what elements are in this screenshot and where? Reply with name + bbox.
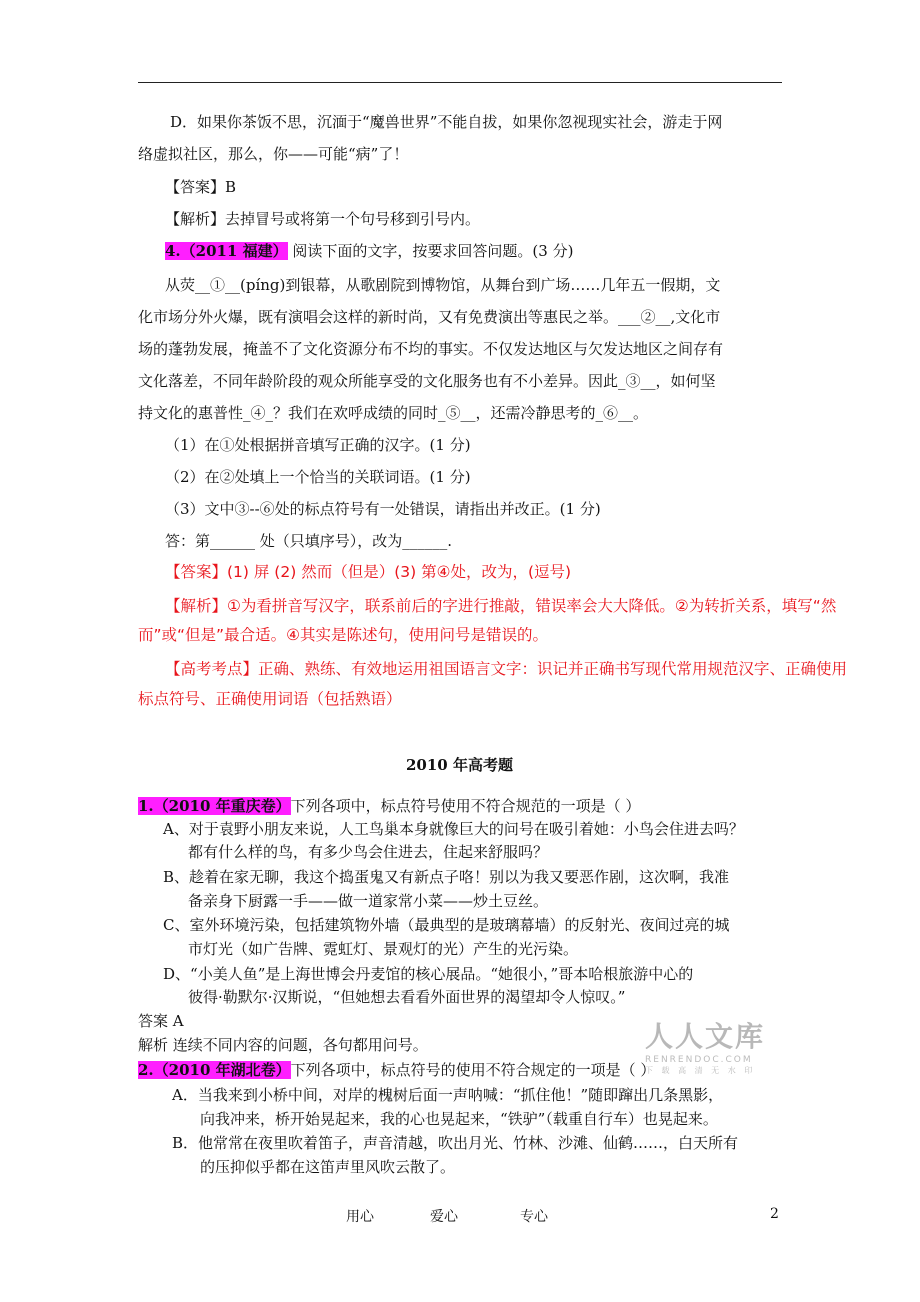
q1-option-line: 彼得·勒默尔·汉斯说，“但她想去看看外面世界的渴望却令人惊叹。” — [188, 988, 626, 1006]
q4-passage-line: 持文化的惠普性_④_？我们在欢呼成绩的同时_⑤__，还需冷静思考的_⑥__。 — [138, 404, 649, 422]
q1-analysis: 解析 连续不同内容的问题，各句都用问号。 — [138, 1036, 428, 1054]
background-watermark — [505, 498, 895, 772]
q4-passage-line: 从荧__①__(píng)到银幕，从歌剧院到博物馆，从舞台到广场……几年五一假期，文 — [165, 276, 721, 294]
q2-option-line: 的压抑似乎都在这笛声里风吹云散了。 — [200, 1158, 456, 1176]
footer-right: 专心 — [520, 1209, 548, 1225]
q2-option-line: B．他常常在夜里吹着笛子，声音清越，吹出月光、竹林、沙滩、仙鹤……，白天所有 — [172, 1134, 739, 1152]
footer-mid: 爱心 — [430, 1209, 458, 1225]
q1-tag: 1.（2010 年重庆卷） — [138, 797, 291, 815]
q2-header — [138, 1060, 655, 1080]
q4-exam-point-line1: 【高考考点】正确、熟练、有效地运用祖国语言文字：识记并正确书写现代常用规范汉字、正确使用 — [165, 660, 848, 678]
option-d-line2: 络虚拟社区，那么，你——可能“病”了！ — [138, 145, 409, 163]
q1-header — [138, 796, 640, 816]
q1-option-line: 备亲身下厨露一手——做一道家常小菜——炒土豆丝。 — [188, 892, 549, 910]
watermark-brand: 人人文库 — [645, 1020, 766, 1053]
q1-stem: 下列各项中，标点符号使用不符合规范的一项是（ ） — [290, 797, 641, 815]
q4-analysis-line2: 而”或“但是”最合适。④其实是陈述句，使用问号是错误的。 — [138, 626, 548, 644]
q1-option-line: C、室外环境污染，包括建筑物外墙（最典型的是玻璃幕墙）的反射光、夜间过亮的城 — [163, 916, 730, 934]
q1-option-line: 市灯光（如广告牌、霓虹灯、景观灯的光）产生的光污染。 — [188, 940, 579, 958]
analysis-line: 【解析】去掉冒号或将第一个句号移到引号内。 — [165, 210, 481, 228]
q4-stem: 阅读下面的文字，按要求回答问题。(3 分) — [292, 242, 574, 260]
renrendoc-watermark — [645, 1015, 775, 1076]
q4-analysis-line1: 【解析】①为看拼音写汉字，联系前后的字进行推敲，错误率会大大降低。②为转折关系，填写“然 — [165, 597, 837, 615]
q4-answer-blank: 答：第______ 处（只填序号），改为______. — [165, 532, 453, 550]
watermark-domain: RENRENDOC.COM — [645, 1055, 753, 1065]
q4-passage-line: 文化落差，不同年龄阶段的观众所能享受的文化服务也有不小差异。因此_③__，如何坚 — [138, 372, 716, 390]
q4-passage-line: 场的蓬勃发展，掩盖不了文化资源分布不均的事实。不仅发达地区与欠发达地区之间存有 — [138, 340, 724, 358]
q1-option-line: B、趁着在家无聊，我这个捣蛋鬼又有新点子咯！别以为我又要恶作剧，这次啊，我准 — [163, 868, 730, 886]
q4-exam-point-line2: 标点符号、正确使用词语（包括熟语） — [138, 690, 402, 708]
q2-stem: 下列各项中，标点符号的使用不符合规定的一项是（ ） — [290, 1061, 656, 1079]
section-title: 2010 年高考题 — [406, 756, 513, 774]
q1-option-line: D、“小美人鱼”是上海世博会丹麦馆的核心展品。“她很小，”哥本哈根旅游中心的 — [163, 965, 694, 983]
q1-option-line: A、对于袁野小朋友来说，人工鸟巢本身就像巨大的问号在吸引着她：小鸟会住进去吗？ — [163, 820, 744, 838]
q2-option-line: A．当我来到小桥中间，对岸的槐树后面一声呐喊：“抓住他！”随即蹿出几条黑影， — [172, 1086, 724, 1104]
q1-option-line: 都有什么样的鸟，有多少鸟会住进去，住起来舒服吗？ — [188, 843, 549, 861]
answer-line: 【答案】B — [165, 178, 237, 196]
q4-subquestion: （2）在②处填上一个恰当的关联词语。(1 分) — [165, 468, 471, 486]
q2-option-line: 向我冲来，桥开始晃起来，我的心也晃起来，“铁驴”（载重自行车）也晃起来。 — [200, 1110, 718, 1128]
footer-left: 用心 — [346, 1209, 374, 1225]
q4-answer: 【答案】(1) 屏 (2) 然而（但是）(3) 第④处，改为，(逗号) — [165, 563, 572, 581]
q4-passage-line: 化市场分外火爆，既有演唱会这样的新时尚，又有免费演出等惠民之举。___②__,文化市 — [138, 308, 721, 326]
q2-tag: 2.（2010 年湖北卷） — [138, 1061, 291, 1079]
q4-subquestion: （1）在①处根据拼音填写正确的汉字。(1 分) — [165, 436, 471, 454]
q1-answer: 答案 A — [138, 1012, 184, 1030]
page-number: 2 — [770, 1206, 779, 1222]
q4-tag: 4.（2011 福建） — [165, 242, 288, 260]
q4-header — [165, 241, 573, 261]
option-d-line1: D．如果你茶饭不思，沉湎于“魔兽世界”不能自拔，如果你忽视现实社会，游走于网 — [170, 113, 723, 131]
header-rule — [138, 82, 782, 83]
watermark-slogan: 下 载 高 清 无 水 印 — [645, 1066, 756, 1075]
q4-subquestion: （3）文中③--⑥处的标点符号有一处错误，请指出并改正。(1 分) — [165, 500, 601, 518]
